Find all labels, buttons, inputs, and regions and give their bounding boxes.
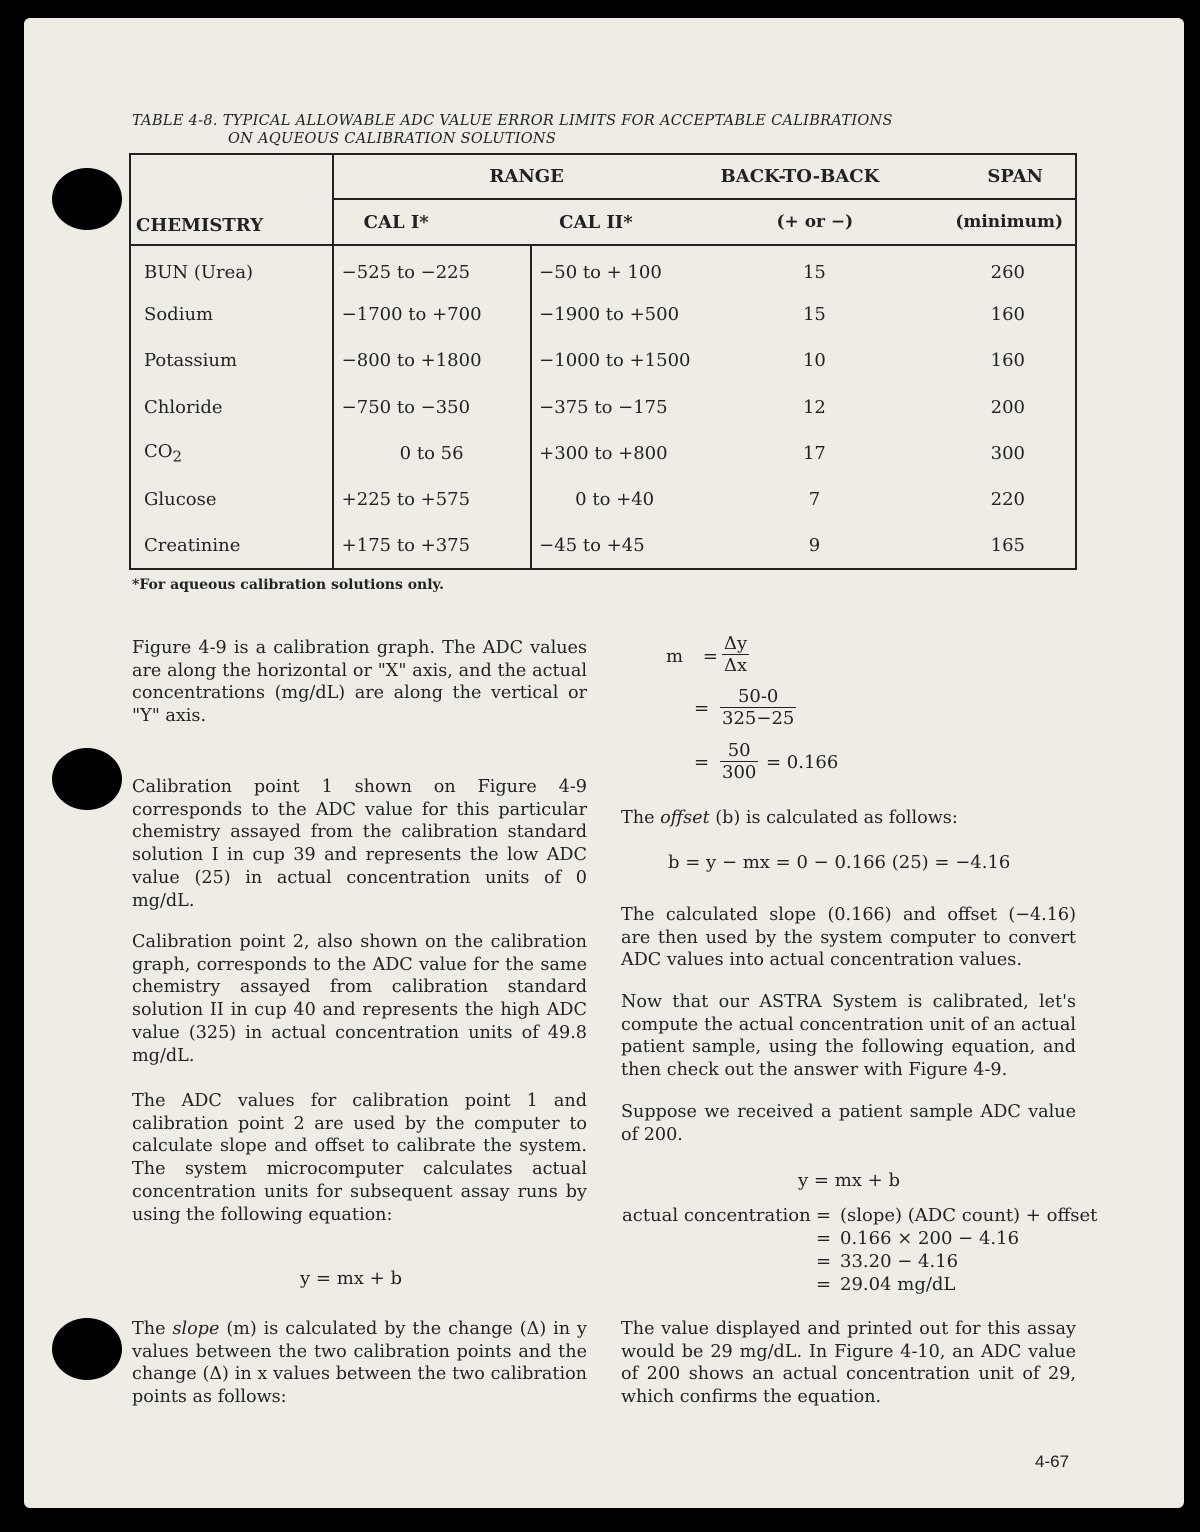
numerator: Δy [724,633,748,654]
cell-cal2-text: −50 to + 100 [539,261,662,283]
text-run: (m) is calculated by the change (Δ) in y values between the two calibration points and the change (Δ) in x values between the two calibration points as follows: [132,1319,587,1408]
fraction-values [720,686,796,729]
header-minimum: (minimum) [899,199,1076,245]
calc-step: (slope) (ADC count) + offset [840,1205,1098,1226]
paragraph: Calibration point 2, also shown on the calibration graph, corresponds to the ADC value for the same chemistry assayed from calibration standard solution II in cup 40 and represents the high ADC value (325) in actual concentration units of 49.8 mg/dL. [132,932,587,1066]
cell-chemistry-text: Chloride [144,396,223,418]
numerator: 50 [720,740,758,762]
cell-span [899,245,1076,291]
cell-chemistry [130,292,333,338]
cell-cal1 [333,384,532,430]
cell-span-text: 165 [990,534,1025,556]
cell-cal2 [531,245,720,291]
table-row [130,292,1076,338]
equals-sign: = [816,1274,832,1295]
cell-chemistry-text: Sodium [144,304,214,326]
cell-chemistry [130,523,333,569]
cell-cal2-text: −45 to +45 [539,534,645,556]
page-number: 4-67 [1035,1452,1070,1471]
cell-cal1-text: 0 to 56 [399,442,464,464]
equals-sign: = [816,1228,832,1249]
paragraph: Suppose we received a patient sample ADC value of 200. [621,1102,1076,1145]
cell-chemistry [130,384,333,430]
fraction-result [720,740,758,783]
numerator: 50-0 [720,686,796,708]
cell-back-to-back-text: 17 [802,442,826,464]
table-row [130,477,1076,523]
header-span: SPAN [899,154,1076,199]
linear-equation: y = mx + b [300,1268,402,1289]
text-run: The [132,1319,173,1339]
cell-span [899,384,1076,430]
slope-result: = 0.166 [766,752,839,773]
actual-concentration-label: actual concentration [622,1205,811,1226]
cell-back-to-back [720,477,900,523]
text-run: The [621,808,661,828]
equals-sign: = [702,646,718,667]
caption-line: TABLE 4-8. TYPICAL ALLOWABLE ADC VALUE ERROR LIMITS FOR ACCEPTABLE CALIBRATIONS [132,113,893,129]
header-range: RANGE [333,154,720,199]
cell-back-to-back-text: 7 [808,489,821,511]
cell-chemistry [130,477,333,523]
cell-cal1-text: +175 to +375 [341,534,471,556]
header-chemistry: CHEMISTRY [130,154,333,245]
adc-limits-table [129,153,1077,570]
cell-cal2 [531,430,720,476]
cell-cal1 [333,523,532,569]
cell-chemistry-text: Potassium [144,350,238,372]
table-row [130,384,1076,430]
offset-equation: b = y − mx = 0 − 0.166 (25) = −4.16 [668,852,1011,873]
cell-cal2 [531,338,720,384]
cell-cal2-text: −375 to −175 [539,396,668,418]
cell-back-to-back [720,245,900,291]
cell-chemistry-text: CO [144,441,173,463]
cell-back-to-back [720,523,900,569]
linear-equation: y = mx + b [798,1170,900,1191]
cell-cal2-text: −1900 to +500 [539,304,680,326]
table-row [130,245,1076,291]
table-row [130,430,1076,476]
m-symbol: m [666,646,684,667]
equals-sign: = [816,1205,832,1226]
cell-span-text: 220 [990,489,1025,511]
term-offset: offset [660,808,710,828]
binder-hole [52,168,122,230]
cell-span [899,430,1076,476]
cell-span-text: 160 [990,350,1025,372]
cell-cal1 [333,477,532,523]
cell-span [899,523,1076,569]
header-plus-minus: (+ or −) [720,199,900,245]
paragraph: Figure 4-9 is a calibration graph. The ADC values are along the horizontal or "X" axis, and the actual concentrations (mg/dL) are along the vertical or "Y" axis. [132,638,587,727]
cell-cal2-text: +300 to +800 [539,442,668,464]
paragraph: The calculated slope (0.166) and offset (−4.16) are then used by the system computer to convert ADC values into actual concentration values. [621,905,1076,971]
table-footnote: *For aqueous calibration solutions only. [132,577,444,593]
cell-back-to-back-text: 15 [802,261,826,283]
cell-cal2-text: 0 to +40 [575,489,655,511]
cell-back-to-back [720,338,900,384]
term-slope: slope [172,1319,220,1339]
cell-cal2-text: −1000 to +1500 [539,350,691,372]
equals-sign: = [694,698,710,719]
paragraph-offset [621,807,1076,830]
paragraph-slope [132,1318,587,1409]
cell-cal1-text: +225 to +575 [341,489,471,511]
cell-cal1 [333,292,532,338]
fraction-dy-dx [722,633,749,676]
cell-span-text: 260 [990,261,1025,283]
cell-span-text: 300 [990,442,1025,464]
cell-span-text: 160 [990,304,1025,326]
cell-chemistry [130,430,333,476]
calc-step: 0.166 × 200 − 4.16 [840,1228,1020,1249]
table-row [130,338,1076,384]
denominator: Δx [724,655,748,676]
cell-back-to-back-text: 10 [802,350,826,372]
denominator: 300 [722,762,757,783]
paragraph: The value displayed and printed out for this assay would be 29 mg/dL. In Figure 4-10, an ADC value of 200 shows an actual concentration unit of 29, which confirms the equation. [621,1319,1076,1408]
paragraph: Now that our ASTRA System is calibrated, let's compute the actual concentration unit of an actual patient sample, using the following equation, and then check out the answer with Figure 4-9. [621,992,1076,1081]
cell-cal1-text: −800 to +1800 [341,350,482,372]
paragraph: The ADC values for calibration point 1 and calibration point 2 are used by the computer to calculate slope and offset to calibrate the system. The system microcomputer calculates actual concentration units for subsequent assay runs by using the following equation: [132,1091,587,1225]
cell-back-to-back-text: 12 [802,396,826,418]
cell-cal2 [531,523,720,569]
cell-span [899,338,1076,384]
calc-step: 33.20 − 4.16 [840,1251,959,1272]
binder-hole [52,1318,122,1380]
cell-cal1 [333,245,532,291]
text-run: (b) is calculated as follows: [709,808,958,828]
header-back-to-back: BACK-TO-BACK [720,154,900,199]
cell-back-to-back [720,292,900,338]
cell-cal1 [333,430,532,476]
denominator: 325−25 [722,708,795,729]
paragraph: Calibration point 1 shown on Figure 4-9 corresponds to the ADC value for this particular chemistry assayed from the calibration standard solution I in cup 39 and represents the low ADC value (25) in actual concentration units of 0 mg/dL. [132,777,587,911]
cell-back-to-back-text: 15 [802,304,826,326]
cell-span [899,477,1076,523]
cell-back-to-back [720,430,900,476]
cell-cal2 [531,384,720,430]
cell-chemistry-text: Creatinine [144,534,241,556]
table-row [130,523,1076,569]
cell-chemistry-text: Glucose [144,489,217,511]
cell-cal2 [531,477,720,523]
cell-cal1-text: −750 to −350 [341,396,471,418]
cell-cal2 [531,292,720,338]
header-cal2: CAL II* [531,199,720,245]
cell-span [899,292,1076,338]
subscript: 2 [172,447,183,466]
caption-line: ON AQUEOUS CALIBRATION SOLUTIONS [228,131,557,147]
cell-span-text: 200 [990,396,1025,418]
cell-cal1-text: −1700 to +700 [341,304,482,326]
cell-back-to-back-text: 9 [808,534,821,556]
cell-chemistry [130,245,333,291]
calc-step: 29.04 mg/dL [840,1274,956,1295]
cell-chemistry-text: BUN (Urea) [144,261,254,283]
table-caption [132,112,893,148]
equals-sign: = [694,752,710,773]
cell-chemistry [130,338,333,384]
binder-hole [52,748,122,810]
header-cal1: CAL I* [333,199,532,245]
cell-back-to-back [720,384,900,430]
cell-cal1-text: −525 to −225 [341,261,471,283]
equals-sign: = [816,1251,832,1272]
cell-cal1 [333,338,532,384]
